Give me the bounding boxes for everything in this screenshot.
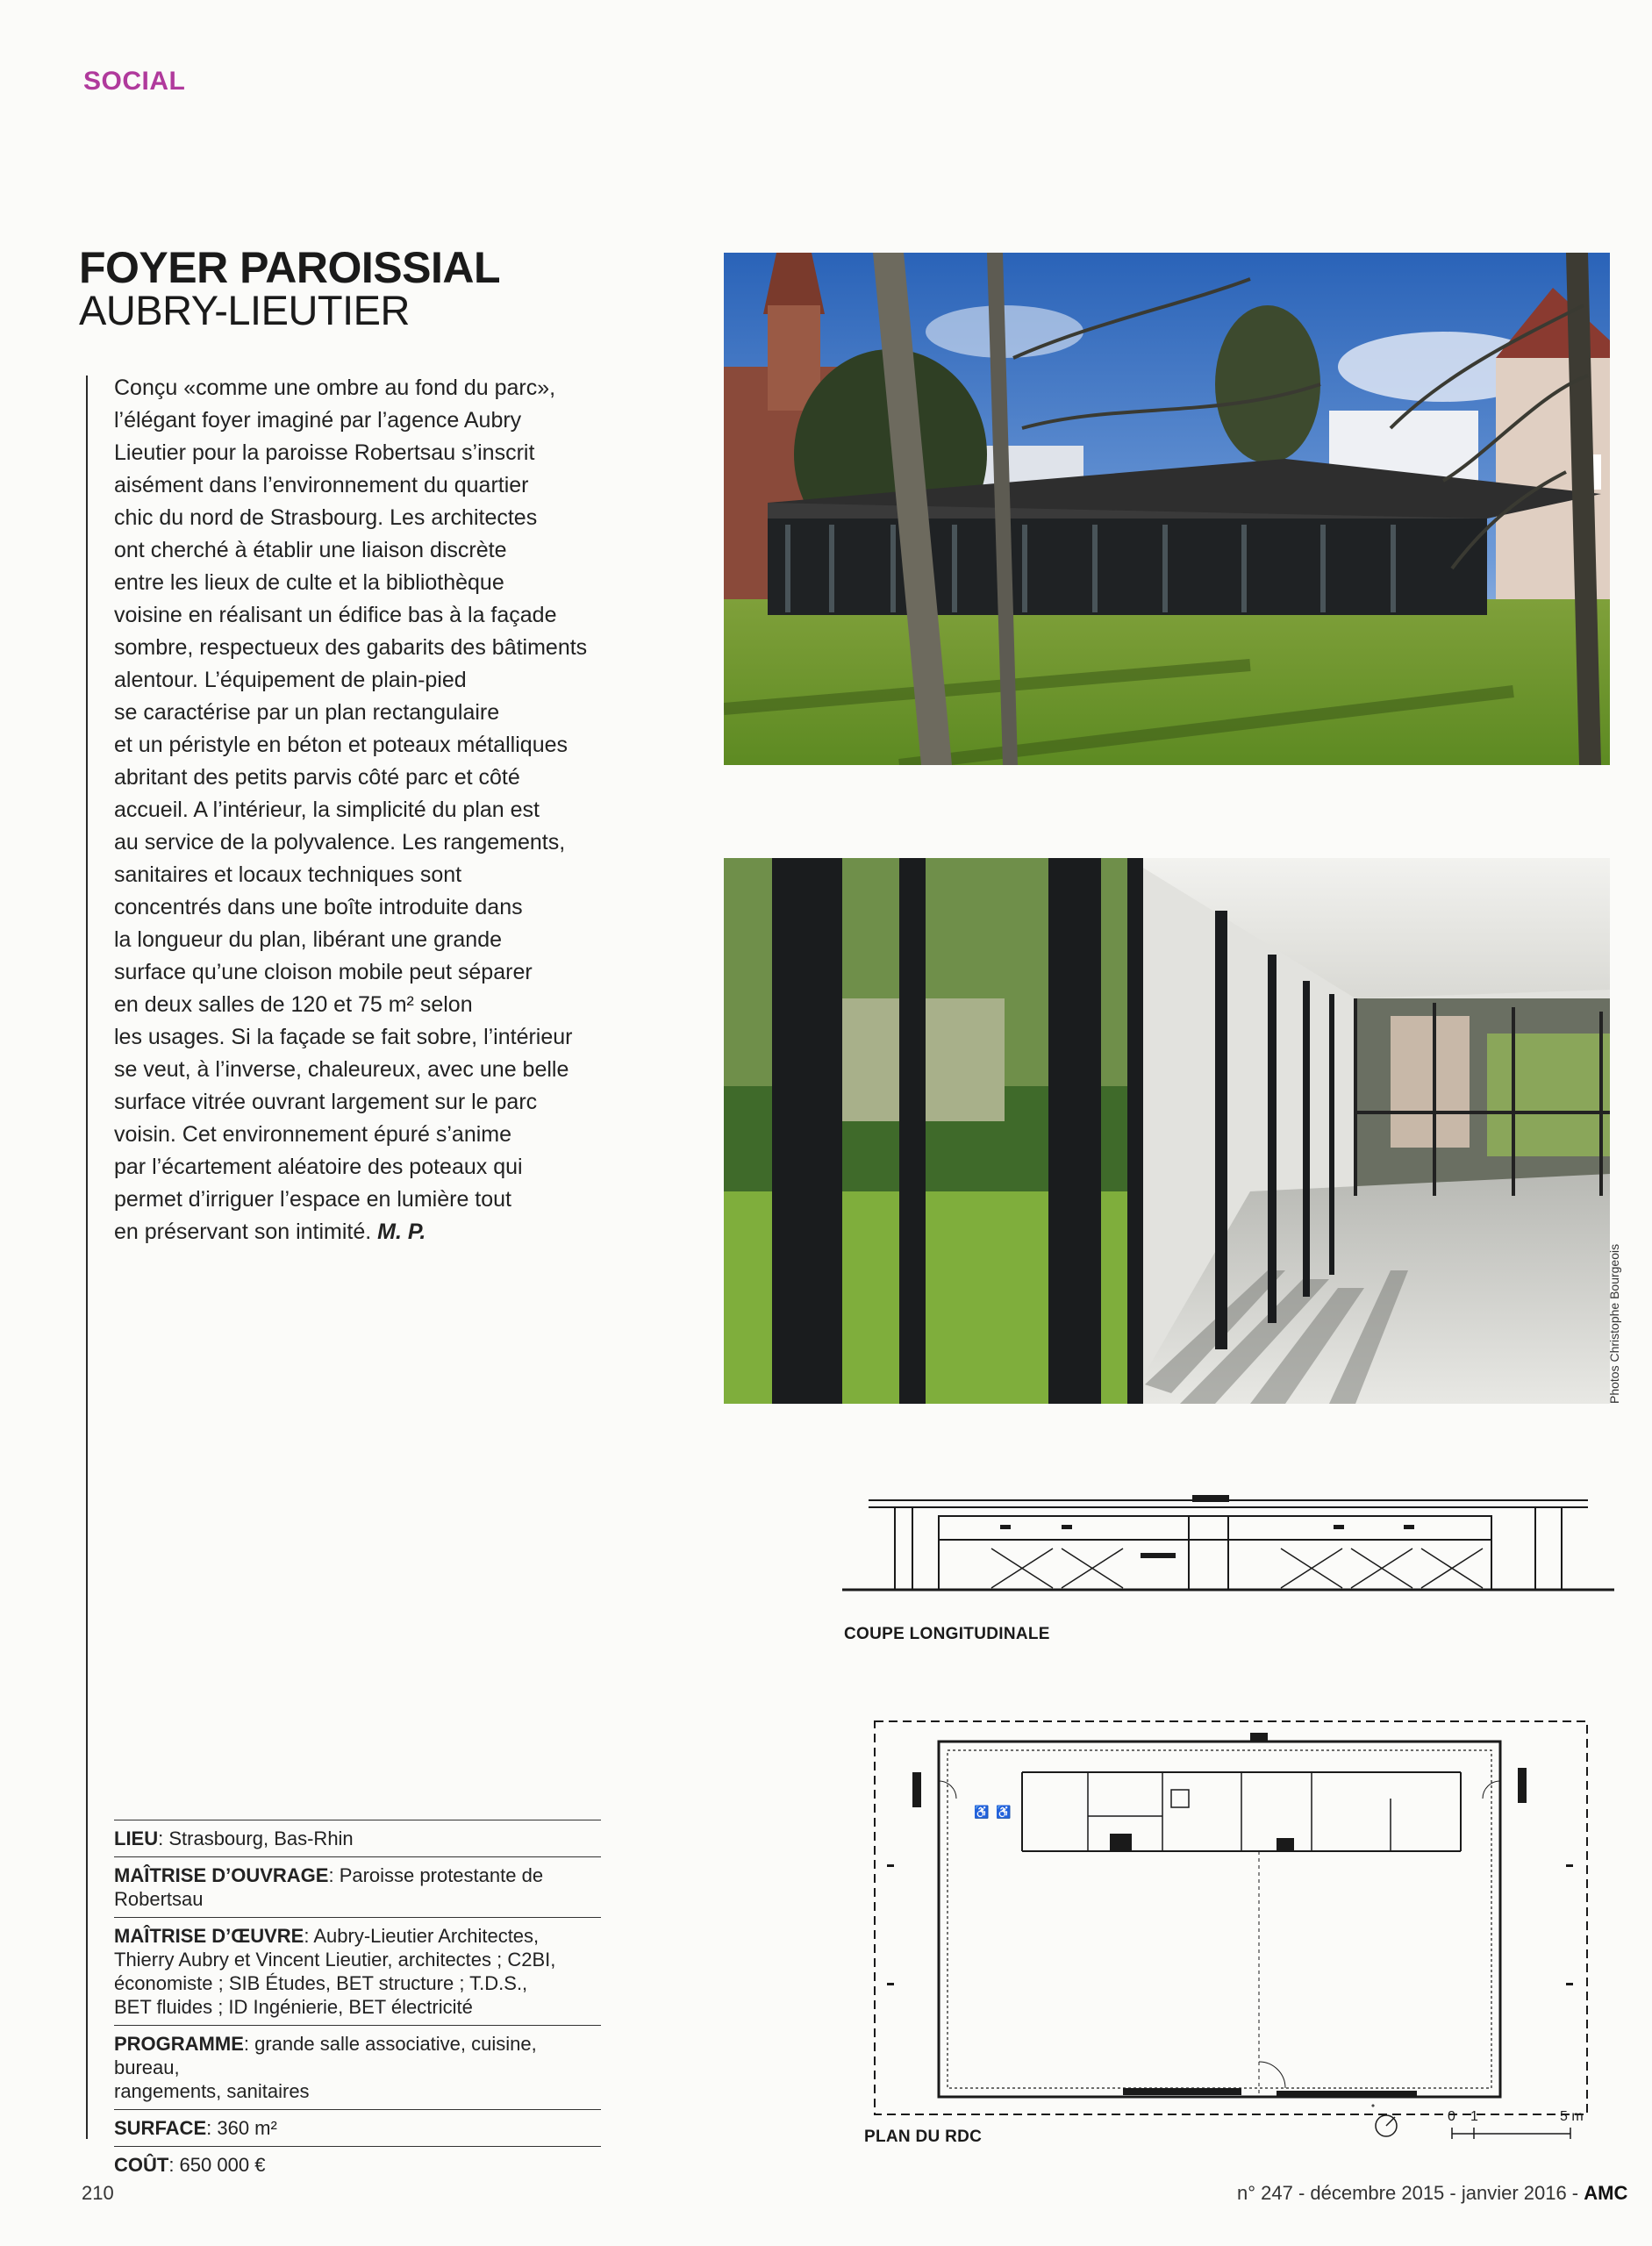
credit-label: LIEU <box>114 1828 159 1849</box>
scale-bar <box>1448 2109 1588 2141</box>
body-line: au service de la polyvalence. Les rangements, <box>114 830 566 855</box>
body-line: accueil. A l’intérieur, la simplicité du plan est <box>114 798 540 822</box>
page-number: 210 <box>82 2182 114 2204</box>
credit-value: : Aubry-Lieutier Architectes, <box>304 1925 540 1947</box>
body-line: sanitaires et locaux techniques sont <box>114 862 462 887</box>
body-line: abritant des petits parvis côté parc et côté <box>114 765 520 790</box>
credit-value: : Strasbourg, Bas-Rhin <box>158 1828 354 1849</box>
svg-text:♿: ♿ <box>974 1805 990 1819</box>
photo-credit <box>1607 1193 1634 1404</box>
body-line-text: en préservant son intimité. <box>114 1220 372 1244</box>
body-line: se caractérise par un plan rectangulaire <box>114 700 500 725</box>
credit-value-line: Thierry Aubry et Vincent Lieutier, architectes ; C2BI, <box>114 1949 556 1971</box>
body-line: aisément dans l’environnement du quartier <box>114 473 529 497</box>
left-vertical-rule <box>86 376 88 2139</box>
body-line: par l’écartement aléatoire des poteaux qui <box>114 1155 523 1179</box>
credit-maitrise-oeuvre <box>114 1917 601 2025</box>
credit-label: MAÎTRISE D’OUVRAGE <box>114 1864 329 1886</box>
article-body <box>114 372 605 1248</box>
credit-value: : 650 000 € <box>168 2154 266 2176</box>
svg-text:♿: ♿ <box>996 1805 1012 1819</box>
scale-label-five: 5 m <box>1560 2109 1584 2124</box>
body-line: l’élégant foyer imaginé par l’agence Aubry <box>114 408 522 433</box>
photo-exterior <box>724 253 1610 765</box>
body-line: et un péristyle en béton et poteaux métalliques <box>114 733 569 757</box>
photo-credit-text: Photos Christophe Bourgeois <box>1607 1243 1621 1404</box>
issue-info <box>1237 2182 1627 2205</box>
credit-surface <box>114 2109 601 2146</box>
section-drawing <box>842 1491 1614 1606</box>
caption-plan: PLAN DU RDC <box>864 2128 983 2146</box>
scale-label-one: 1 <box>1470 2109 1478 2124</box>
issue-text: n° 247 - décembre 2015 - janvier 2016 - <box>1237 2182 1584 2204</box>
body-line: voisine en réalisant un édifice bas à la façade <box>114 603 557 627</box>
credit-lieu <box>114 1820 601 1856</box>
body-line: alentour. L’équipement de plain-pied <box>114 668 467 692</box>
credit-label: PROGRAMME <box>114 2033 244 2055</box>
magazine-name: AMC <box>1584 2182 1628 2204</box>
credit-maitrise-ouvrage <box>114 1856 601 1917</box>
body-line: permet d’irriguer l’espace en lumière tout <box>114 1187 511 1212</box>
scale-label-zero: 0 <box>1448 2109 1455 2124</box>
section-tag: SOCIAL <box>83 67 186 96</box>
body-line: concentrés dans une boîte introduite dans <box>114 895 523 919</box>
body-line: Conçu «comme une ombre au fond du parc», <box>114 376 556 400</box>
body-line: surface qu’une cloison mobile peut séparer <box>114 960 533 984</box>
body-line: les usages. Si la façade se fait sobre, l’intérieur <box>114 1025 573 1049</box>
body-line: entre les lieux de culte et la bibliothèque <box>114 570 504 595</box>
body-line: voisin. Cet environnement épuré s’anime <box>114 1122 512 1147</box>
credit-cout <box>114 2146 601 2183</box>
credit-value: : 360 m² <box>206 2117 277 2139</box>
project-credits <box>114 1820 601 2183</box>
body-line: sombre, respectueux des gabarits des bâtiments <box>114 635 588 660</box>
body-line: Lieutier pour la paroisse Robertsau s’inscrit <box>114 440 535 465</box>
body-line: en deux salles de 120 et 75 m² selon <box>114 992 473 1017</box>
body-line-last <box>114 1216 605 1248</box>
caption-section: COUPE LONGITUDINALE <box>844 1625 1050 1643</box>
body-line: ont cherché à établir une liaison discrète <box>114 538 507 562</box>
credit-value-line: BET fluides ; ID Ingénierie, BET électricité <box>114 1996 473 2018</box>
body-line: la longueur du plan, libérant une grande <box>114 927 503 952</box>
photo-interior <box>724 858 1610 1404</box>
credit-value: : grande salle associative, cuisine, bureau, <box>114 2033 537 2078</box>
credit-label: COÛT <box>114 2154 169 2176</box>
article-subtitle: AUBRY-LIEUTIER <box>79 287 410 333</box>
body-line: chic du nord de Strasbourg. Les architectes <box>114 505 538 530</box>
credit-value-line: économiste ; SIB Études, BET structure ; T.D.S., <box>114 1972 528 1994</box>
credit-programme <box>114 2025 601 2109</box>
author-signature: M. P. <box>377 1220 426 1244</box>
north-arrow-icon <box>1373 2113 1399 2139</box>
article-title: FOYER PAROISSIAL <box>79 243 501 292</box>
plan-drawing <box>864 1711 1601 2123</box>
credit-value: : Paroisse protestante de Robertsau <box>114 1864 544 1910</box>
body-line: surface vitrée ouvrant largement sur le parc <box>114 1090 538 1114</box>
body-line: se veut, à l’inverse, chaleureux, avec une belle <box>114 1057 569 1082</box>
credit-label: SURFACE <box>114 2117 207 2139</box>
credit-label: MAÎTRISE D’ŒUVRE <box>114 1925 304 1947</box>
credit-value-line: rangements, sanitaires <box>114 2080 310 2102</box>
